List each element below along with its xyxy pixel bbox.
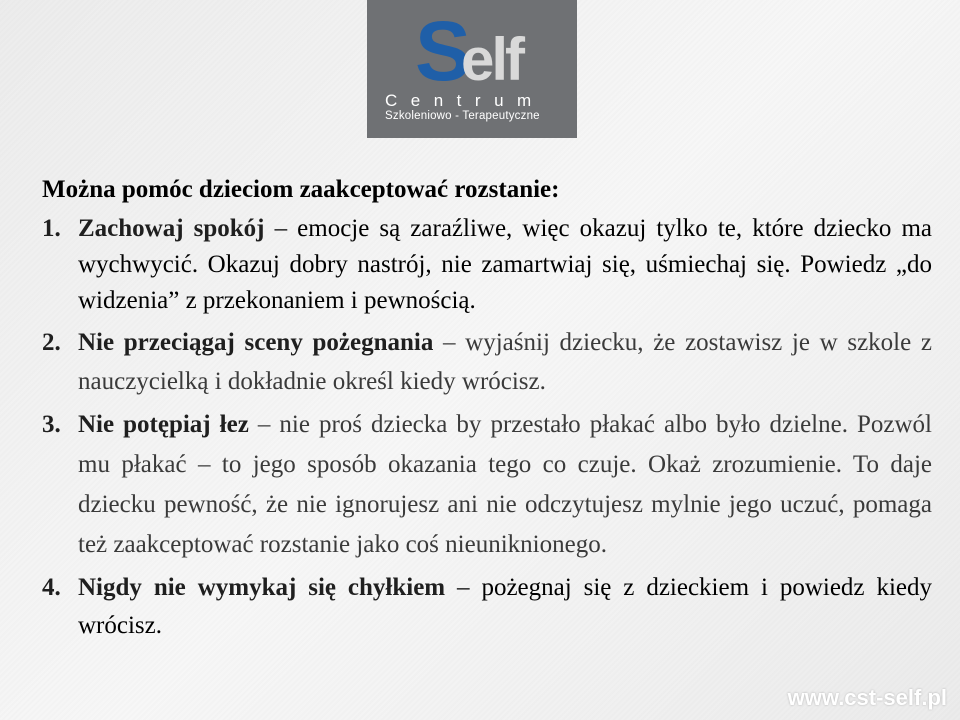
- list-item-title: Nie przeciągaj sceny pożegnania: [78, 329, 434, 356]
- list-item-text: – wyjaśnij dziecku, że zostawisz je w szkole z nauczycielką i dokładnie określ kiedy wrócisz.: [78, 329, 932, 395]
- list-item: [42, 405, 932, 565]
- list-item-text: – nie proś dziecka by przestało płakać albo było dzielne. Pozwól mu płakać – to jego sposób okazania tego co czuje. Okaż zrozumienie. To daje dziecku pewność, że nie ignorujesz ani nie odczytujesz mylnie jego uczuć, pomaga też zaakceptować rozstanie jako coś nieuniknionego.: [78, 411, 932, 558]
- footer-website-url: www.cst-self.pl: [787, 685, 947, 710]
- list-item-body: [78, 211, 932, 319]
- logo-centrum-text: Centrum: [385, 91, 545, 110]
- list-item-title: Zachowaj spokój: [78, 215, 265, 242]
- self-logo-mark: [415, 10, 535, 90]
- list-item-body: [78, 323, 932, 401]
- list-item: [42, 211, 932, 319]
- logo-letters-elf: elf: [461, 26, 523, 90]
- list-item-body: [78, 405, 932, 565]
- company-logo: [367, 0, 577, 138]
- list-item: [42, 323, 932, 401]
- slide-heading: Można pomóc dzieciom zaakceptować rozstanie:: [42, 176, 560, 203]
- list-item-body: [78, 569, 932, 645]
- list-item-title: Nie potępiaj łez: [78, 411, 249, 438]
- logo-subtitle: Szkoleniowo - Terapeutyczne: [385, 110, 540, 122]
- list-item-text: – emocje są zaraźliwe, więc okazuj tylko te, które dziecko ma wychwycić. Okazuj dobry nastrój, nie zamartwiaj się, uśmiechaj się. Powiedz „do widzenia” z przekonaniem i pewnością.: [78, 215, 932, 314]
- list-item-number: 2.: [42, 329, 61, 356]
- list-item-number: 1.: [42, 215, 61, 242]
- list-item-number: 3.: [42, 411, 61, 438]
- list-item-title: Nigdy nie wymykaj się chyłkiem: [78, 574, 446, 601]
- logo-letter-s: S: [415, 10, 472, 90]
- list-item: [42, 569, 932, 645]
- slide-content: [42, 171, 932, 649]
- list-item-text: – pożegnaj się z dzieckiem i powiedz kiedy wrócisz.: [78, 574, 932, 639]
- list-item-number: 4.: [42, 574, 61, 601]
